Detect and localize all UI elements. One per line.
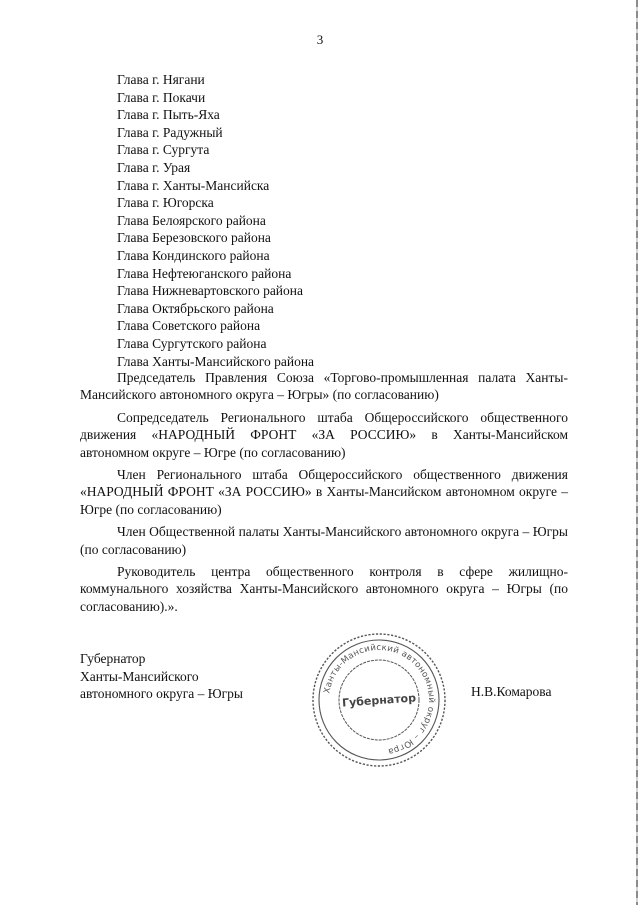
signature-title-line: Губернатор (80, 651, 146, 666)
paragraph: Руководитель центра общественного контроля в сфере жилищно-коммунального хозяйства Ханты-Мансийского автономного округа – Югры (по согласованию).». (80, 564, 568, 614)
paragraph: Сопредседатель Регионального штаба Общероссийского общественного движения «НАРОДНЫЙ ФРОНТ «ЗА РОССИЮ» в Ханты-Мансийском автономном округе – Югре (по согласованию) (80, 409, 568, 460)
paragraph: Член Регионального штаба Общероссийского общественного движения «НАРОДНЫЙ ФРОНТ «ЗА РОССИЮ» в Ханты-Мансийском автономном округе – Югре (по согласованию) (80, 467, 568, 517)
list-item: Глава г. Ханты-Мансийска (117, 177, 270, 193)
list-item: Глава Белоярского района (117, 212, 266, 228)
paragraph: Член Общественной палаты Ханты-Мансийского автономного округа – Югры (по согласованию) (80, 524, 568, 557)
list-item: Глава Ханты-Мансийского района (117, 353, 315, 369)
list-item: Глава Советского района (117, 318, 261, 334)
page-number: 3 (316, 32, 324, 47)
list-item: Глава г. Нягани (117, 72, 205, 87)
list-item: Глава г. Сургута (117, 142, 210, 158)
signature-title-line: автономного округа – Югры (80, 686, 243, 702)
list-item: Глава Октябрьского района (117, 300, 274, 316)
signature-block (80, 650, 243, 703)
officials-list (117, 71, 314, 370)
list-item: Глава Сургутского района (117, 335, 267, 351)
stamp-center-text: Губернатор (341, 691, 417, 710)
list-item: Глава г. Пыть-Яха (117, 107, 220, 123)
stamp-ring-text: Ханты-Мансийский автономный округ – Югра (322, 642, 437, 757)
list-item: Глава Нижневартовского района (117, 283, 304, 299)
paragraph: Председатель Правления Союза «Торгово-промышленная палата Ханты-Мансийского автономного округа – Югры» (по согласованию) (80, 370, 568, 403)
scan-edge-marks (636, 0, 638, 905)
signer-name: Н.В.Комарова (471, 684, 552, 699)
list-item: Глава г. Покачи (117, 89, 206, 105)
official-stamp (309, 630, 449, 770)
list-item: Глава Нефтеюганского района (117, 265, 292, 281)
list-item: Глава г. Урая (117, 159, 191, 175)
list-item: Глава г. Югорска (117, 195, 214, 211)
member-paragraphs (80, 369, 568, 620)
list-item: Глава Березовского района (117, 230, 271, 246)
list-item: Глава Кондинского района (117, 247, 270, 263)
list-item: Глава г. Радужный (117, 124, 223, 140)
signature-title-line: Ханты-Мансийского (80, 668, 199, 684)
